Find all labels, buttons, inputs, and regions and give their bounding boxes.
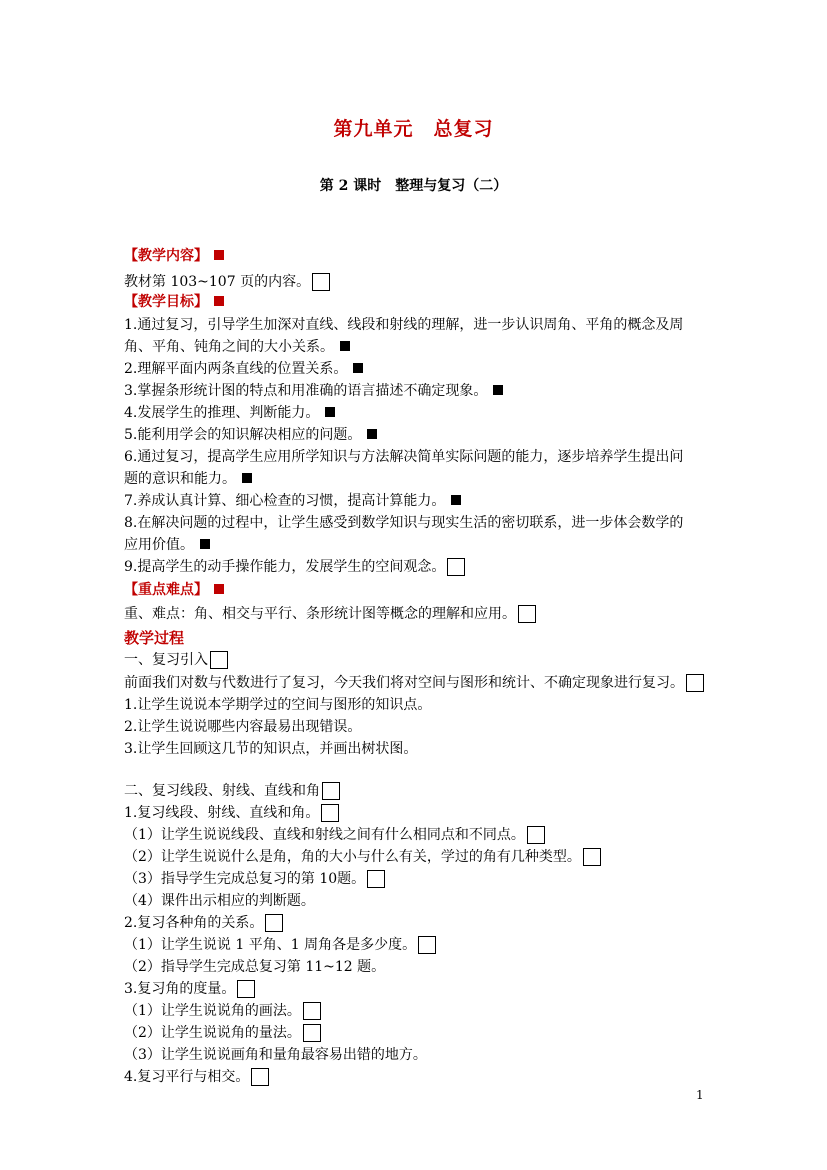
part2-line: （1）让学生说说 1 平角、1 周角各是多少度。 — [124, 935, 436, 955]
bullet-square-icon — [451, 495, 461, 505]
empty-box-icon — [265, 914, 283, 932]
goal-line: 2.理解平面内两条直线的位置关系。 — [124, 359, 363, 379]
part1-line: 前面我们对数与代数进行了复习，今天我们将对空间与图形和统计、不确定现象进行复习。 — [124, 673, 704, 693]
part2-line: （1）让学生说说角的画法。 — [124, 1001, 321, 1021]
key-heading: 【重点难点】 — [124, 582, 208, 598]
empty-box-icon — [367, 870, 385, 888]
part1-line: 1.让学生说说本学期学过的空间与图形的知识点。 — [124, 697, 432, 713]
key-text: 重、难点：角、相交与平行、条形统计图等概念的理解和应用。 — [124, 606, 516, 622]
key-text-line — [124, 604, 536, 624]
goal-line: 5.能利用学会的知识解决相应的问题。 — [124, 425, 377, 445]
empty-box-icon — [418, 936, 436, 954]
content-heading: 【教学内容】 — [124, 248, 208, 264]
empty-box-icon — [447, 558, 465, 576]
key-heading-line — [124, 580, 224, 600]
content-text-line — [124, 272, 330, 292]
goal-line: 3.掌握条形统计图的特点和用准确的语言描述不确定现象。 — [124, 381, 503, 401]
part1-line: 3.让学生回顾这几节的知识点，并画出树状图。 — [124, 741, 418, 757]
part2-line: 1.复习线段、射线、直线和角。 — [124, 803, 339, 823]
goals-heading-line — [124, 292, 224, 312]
empty-box-icon — [527, 826, 545, 844]
part2-line: （1）让学生说说线段、直线和射线之间有什么相同点和不同点。 — [124, 825, 545, 845]
bullet-square-icon — [214, 250, 224, 260]
part2-line: 3.复习角的度量。 — [124, 979, 255, 999]
empty-box-icon — [210, 651, 228, 669]
empty-box-icon — [518, 605, 536, 623]
goal-line: 8.在解决问题的过程中，让学生感受到数学知识与现实生活的密切联系，进一步体会数学的 — [124, 515, 684, 531]
part1-line: 2.让学生说说哪些内容最易出现错误。 — [124, 719, 362, 735]
part2-line: （2）让学生说说什么是角，角的大小与什么有关，学过的角有几种类型。 — [124, 847, 601, 867]
empty-box-icon — [321, 804, 339, 822]
process-heading-line — [124, 628, 184, 649]
goal-line: 9.提高学生的动手操作能力，发展学生的空间观念。 — [124, 557, 465, 577]
goal-line: 题的意识和能力。 — [124, 469, 252, 489]
empty-box-icon — [312, 273, 330, 291]
content-heading-line — [124, 246, 224, 266]
bullet-square-icon — [493, 385, 503, 395]
bullet-square-icon — [200, 539, 210, 549]
part2-line: （3）指导学生完成总复习的第 10题。 — [124, 869, 385, 889]
bullet-square-icon — [214, 296, 224, 306]
empty-box-icon — [251, 1068, 269, 1086]
part2-line: （2）指导学生完成总复习第 11~12 题。 — [124, 959, 386, 975]
bullet-square-icon — [325, 407, 335, 417]
part2-line: 2.复习各种角的关系。 — [124, 913, 283, 933]
lesson-subtitle: 第 2 课时 整理与复习（二） — [319, 178, 508, 194]
unit-title: 第九单元 总复习 — [333, 118, 494, 140]
goal-line: 应用价值。 — [124, 535, 210, 555]
empty-box-icon — [303, 1002, 321, 1020]
part1-line: 一、复习引入 — [124, 650, 228, 670]
goals-heading: 【教学目标】 — [124, 294, 208, 310]
empty-box-icon — [237, 980, 255, 998]
goal-line: 1.通过复习，引导学生加深对直线、线段和射线的理解，进一步认识周角、平角的概念及周 — [124, 317, 684, 333]
content-text: 教材第 103~107 页的内容。 — [124, 274, 311, 290]
empty-box-icon — [303, 1024, 321, 1042]
goal-line: 6.通过复习，提高学生应用所学知识与方法解决简单实际问题的能力，逐步培养学生提出问 — [124, 449, 684, 465]
empty-box-icon — [686, 674, 704, 692]
part2-line: 4.复习平行与相交。 — [124, 1067, 269, 1087]
bullet-square-icon — [353, 363, 363, 373]
bullet-square-icon — [242, 473, 252, 483]
part2-line: （3）让学生说说画角和量角最容易出错的地方。 — [124, 1047, 427, 1063]
part2-line: （2）让学生说说角的量法。 — [124, 1023, 321, 1043]
process-heading: 教学过程 — [124, 629, 185, 647]
goal-line: 角、平角、钝角之间的大小关系。 — [124, 337, 350, 357]
part2-line: （4）课件出示相应的判断题。 — [124, 893, 315, 909]
bullet-square-icon — [340, 341, 350, 351]
bullet-square-icon — [367, 429, 377, 439]
part2-line: 二、复习线段、射线、直线和角 — [124, 781, 340, 801]
bullet-square-icon — [214, 584, 224, 594]
goal-line: 4.发展学生的推理、判断能力。 — [124, 403, 335, 423]
goal-line: 7.养成认真计算、细心检查的习惯，提高计算能力。 — [124, 491, 461, 511]
empty-box-icon — [583, 848, 601, 866]
empty-box-icon — [322, 782, 340, 800]
page-number: 1 — [696, 1088, 704, 1102]
